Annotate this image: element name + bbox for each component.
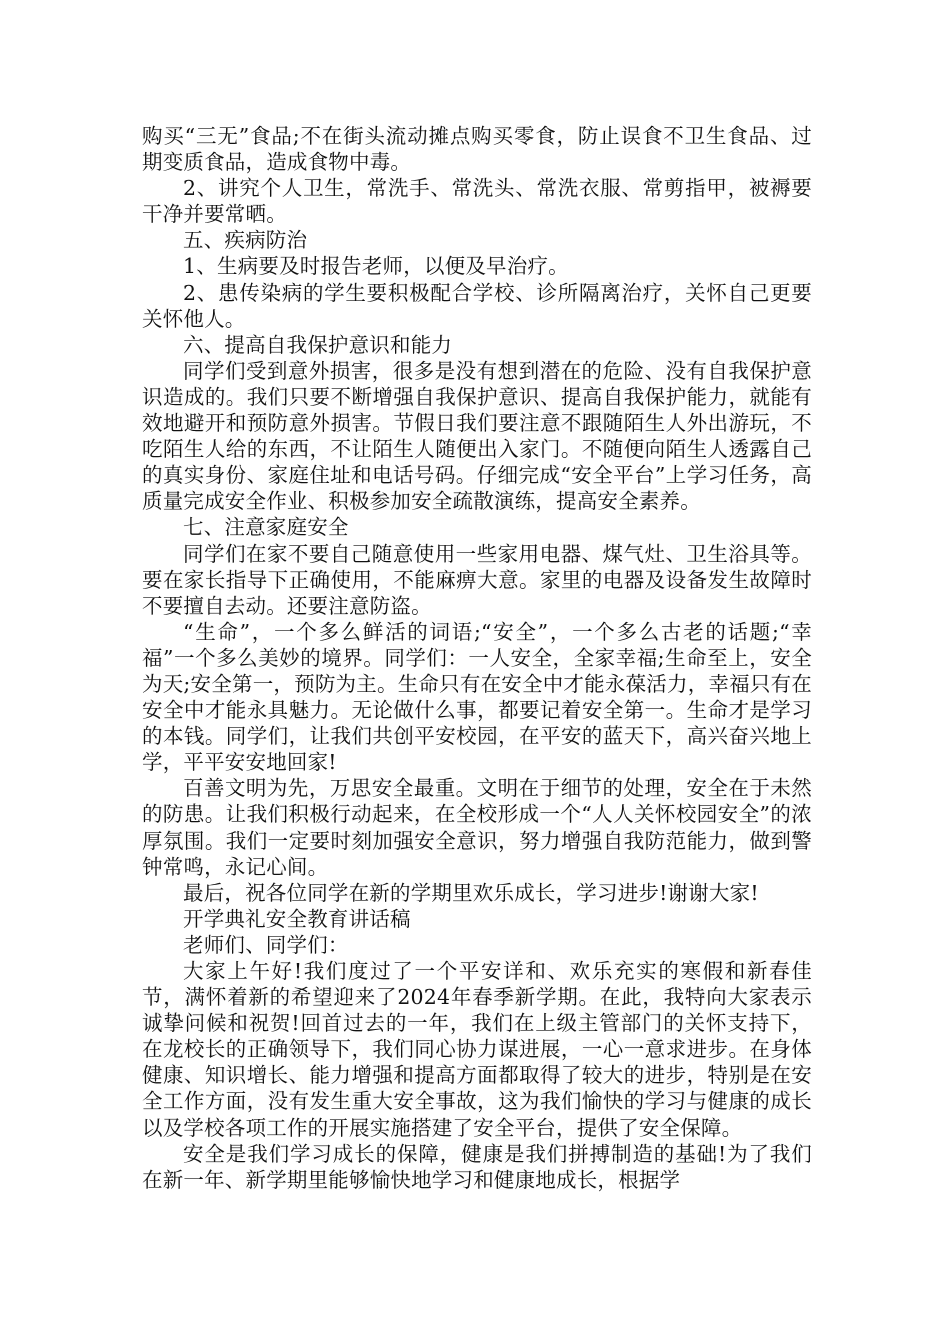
paragraph-salutation: 老师们、同学们：: [183, 932, 349, 957]
heading-speech-title: 开学典礼安全教育讲话稿: [183, 906, 411, 931]
paragraph-report-illness: 1、生病要及时报告老师，以便及早治疗。: [183, 254, 569, 279]
paragraph-personal-hygiene: 2、讲究个人卫生，常洗手、常洗头、常洗衣服、常剪指甲，被褥要干净并要常晒。: [142, 176, 812, 227]
paragraph-contagious-disease: 2、患传染病的学生要积极配合学校、诊所隔离治疗，关怀自己更要关怀他人。: [142, 280, 812, 331]
paragraph-closing-wishes: 最后，祝各位同学在新的学期里欢乐成长，学习进步!谢谢大家!: [183, 880, 759, 905]
paragraph-life-safety-happiness: “生命”，一个多么鲜活的词语;“安全”，一个多么古老的话题;“幸福”一个多么美妙的境界。同学们：一人安全，全家幸福;生命至上，安全为天;安全第一，预防为主。生命只有在安全中才能永葆活力，幸福只有在安全中才能永具魅力。无论做什么事，都要记着安全第一。生命才是学习的本钱。同学们，让我们共创平安校园，在平安的蓝天下，高兴奋兴地上学，平平安安地回家!: [142, 619, 812, 775]
document-body: [142, 123, 812, 1193]
paragraph-home-safety: 同学们在家不要自己随意使用一些家用电器、煤气灶、卫生浴具等。要在家长指导下正确使用，不能麻痹大意。家里的电器及设备发生故障时不要擅自去动。还要注意防盗。: [142, 541, 812, 618]
paragraph-self-protection: 同学们受到意外损害，很多是没有想到潜在的危险、没有自我保护意识造成的。我们只要不断增强自我保护意识、提高自我保护能力，就能有效地避开和预防意外损害。节假日我们要注意不跟随陌生人外出游玩，不吃陌生人给的东西，不让陌生人随便出入家门。不随便向陌生人透露自己的真实身份、家庭住址和电话号码。仔细完成“安全平台”上学习任务，高质量完成安全作业、积极参加安全疏散演练，提高安全素养。: [142, 358, 812, 514]
paragraph-civility-safety: 百善文明为先，万思安全最重。文明在于细节的处理，安全在于未然的防患。让我们积极行动起来，在全校形成一个“人人关怀校园安全”的浓厚氛围。我们一定要时刻加强安全意识，努力增强自我防范能力，做到警钟常鸣，永记心间。: [142, 776, 812, 879]
paragraph-greeting-review: 大家上午好!我们度过了一个平安详和、欢乐充实的寒假和新春佳节，满怀着新的希望迎来了2024年春季新学期。在此，我特向大家表示诚挚问候和祝贺!回首过去的一年，我们在上级主管部门的关怀支持下，在龙校长的正确领导下，我们同心协力谋进展，一心一意求进步。在身体健康、知识增长、能力增强和提高方面都取得了较大的进步，特别是在安全工作方面，没有发生重大安全事故，这为我们愉快的学习与健康的成长以及学校各项工作的开展实施搭建了安全平台，提供了安全保障。: [142, 959, 812, 1140]
heading-disease-prevention: 五、疾病防治: [183, 228, 308, 253]
paragraph-safety-foundation: 安全是我们学习成长的保障，健康是我们拼搏制造的基础!为了我们在新一年、新学期里能够愉快地学习和健康地成长，根据学: [142, 1141, 812, 1192]
heading-self-protection: 六、提高自我保护意识和能力: [183, 332, 453, 357]
heading-home-safety: 七、注意家庭安全: [183, 515, 349, 540]
paragraph-food-safety-continued: 购买“三无”食品;不在街头流动摊点购买零食，防止误食不卫生食品、过期变质食品，造成食物中毒。: [142, 124, 812, 175]
